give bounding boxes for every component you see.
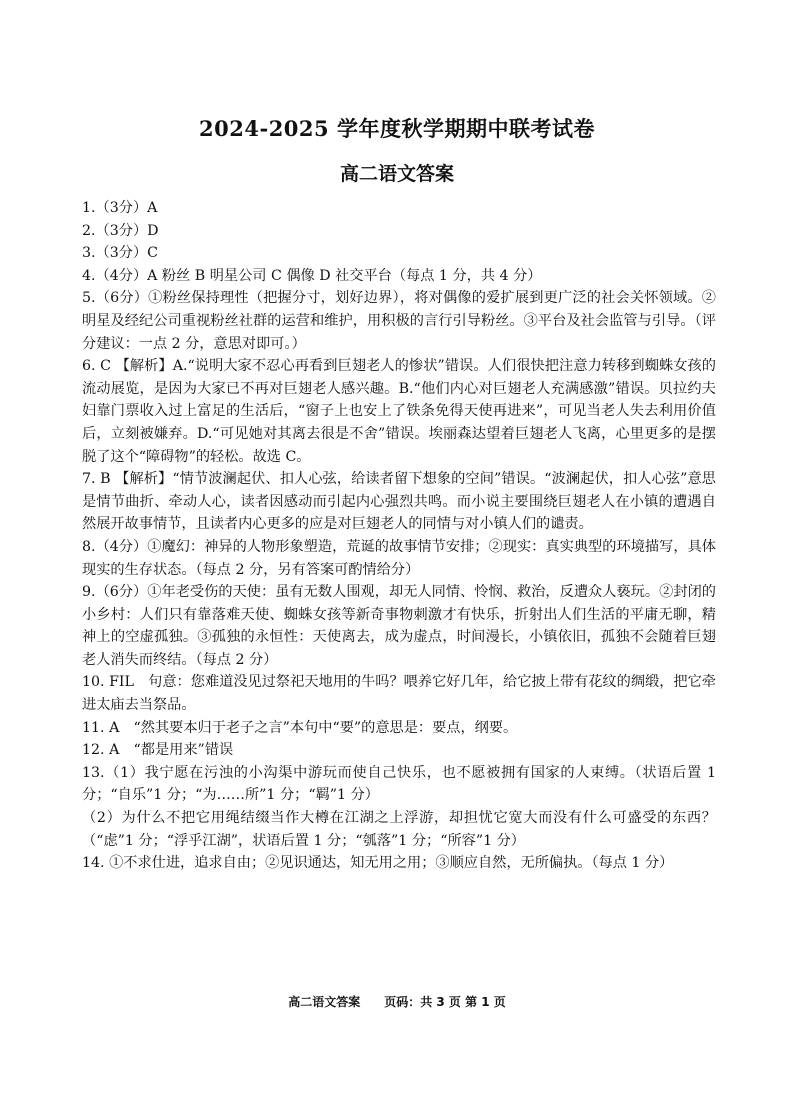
answer-item: 7. B 【解析】“情节波澜起伏、扣人心弦，给读者留下想象的空间”错误。“波澜起伏，扣人心弦”意思是情节曲折、牵动人心，读者因感动而引起内心强烈共鸣。而小说主要围绕巨翅老人在小镇的遭遇自然展开故事情节，且读者内心更多的应是对巨翅老人的同情与对小镇人们的谴责。 [82, 471, 716, 533]
answer-item: 14. ①不求仕进，追求自由；②见识通达，知无用之用；③顺应自然，无所偏执。（每点 1 分） [82, 855, 674, 872]
answer-item: 11. A “然其要本归于老子之言”本句中“要”的意思是：要点，纲要。 [82, 719, 518, 736]
answer-item: 6. C 【解析】A.“说明大家不忍心再看到巨翅老人的惨状”错误。人们很快把注意力转移到蜘蛛女孩的流动展览，是因为大家已不再对巨翅老人感兴趣。B.“他们内心对巨翅老人充满感激”错误。贝拉约夫妇靠门票收入过上富足的生活后，“窗子上也安上了铁条免得天使再进来”，可见当老人失去利用价值后，立刻被嫌弃。D.“可见她对其离去很是不舍”错误。埃丽森达望着巨翅老人飞离，心里更多的是摆脱了这个“障碍物”的轻松。故选 C。 [82, 358, 716, 465]
exam-title: 2024-2025 学年度秋学期期中联考试卷 [199, 116, 595, 141]
answer-subtitle: 高二语文答案 [339, 163, 454, 185]
answer-item: 3.（3分）C [82, 245, 158, 262]
answer-item: 9.（6分）①年老受伤的天使：虽有无数人围观，却无人同情、怜悯、救治，反遭众人亵玩。②封闭的小乡村：人们只有靠落难天使、蜘蛛女孩等新奇事物刺激才有快乐，折射出人们生活的平庸无聊，精神上的空虚孤独。③孤独的永恒性：天使离去，成为虚点，时间漫长，小镇依旧，孤独不会随着巨翅老人消失而终结。（每点 2 分） [82, 584, 716, 668]
answer-item: 4.（4分）A 粉丝 B 明星公司 C 偶像 D 社交平台（每点 1 分，共 4 分） [82, 267, 542, 284]
page-footer: 高二语文答案 页码：共 3 页 第 1 页 [288, 995, 506, 1009]
answer-list [82, 197, 716, 875]
answer-item: 1.（3分）A [82, 200, 158, 216]
answer-item: 2.（3分）D [82, 222, 159, 239]
answer-item: 8.（4分）①魔幻：神异的人物形象塑造，荒诞的故事情节安排；②现实：真实典型的环境描写，具体现实的生存状态。（每点 2 分，另有答案可酌情给分） [82, 538, 716, 578]
answer-item: 12. A “都是用来”错误 [82, 742, 234, 759]
answer-item: 5.（6分）①粉丝保持理性（把握分寸，划好边界），将对偶像的爱扩展到更广泛的社会关怀领域。②明星及经纪公司重视粉丝社群的运营和维护，用积极的言行引导粉丝。③平台及社会监管与引导。（评分建议：一点 2 分，意思对即可。） [82, 290, 716, 352]
answer-item: 10. FIL 句意：您难道没见过祭祀天地用的牛吗？喂养它好几年，给它披上带有花纹的绸缎，把它牵进太庙去当祭品。 [82, 674, 716, 714]
answer-item: 13.（1）我宁愿在污浊的小沟渠中游玩而使自己快乐，也不愿被拥有国家的人束缚。（状语后置 1 分；“自乐”1 分；“为……所”1 分；“羁”1 分） [82, 764, 716, 804]
answer-item: （2）为什么不把它用绳结缀当作大樽在江湖之上浮游，却担忧它宽大而没有什么可盛受的东西？（“虑”1 分；“浮乎江湖”，状语后置 1 分；“瓠落”1 分；“所容”1 分） [82, 810, 716, 849]
